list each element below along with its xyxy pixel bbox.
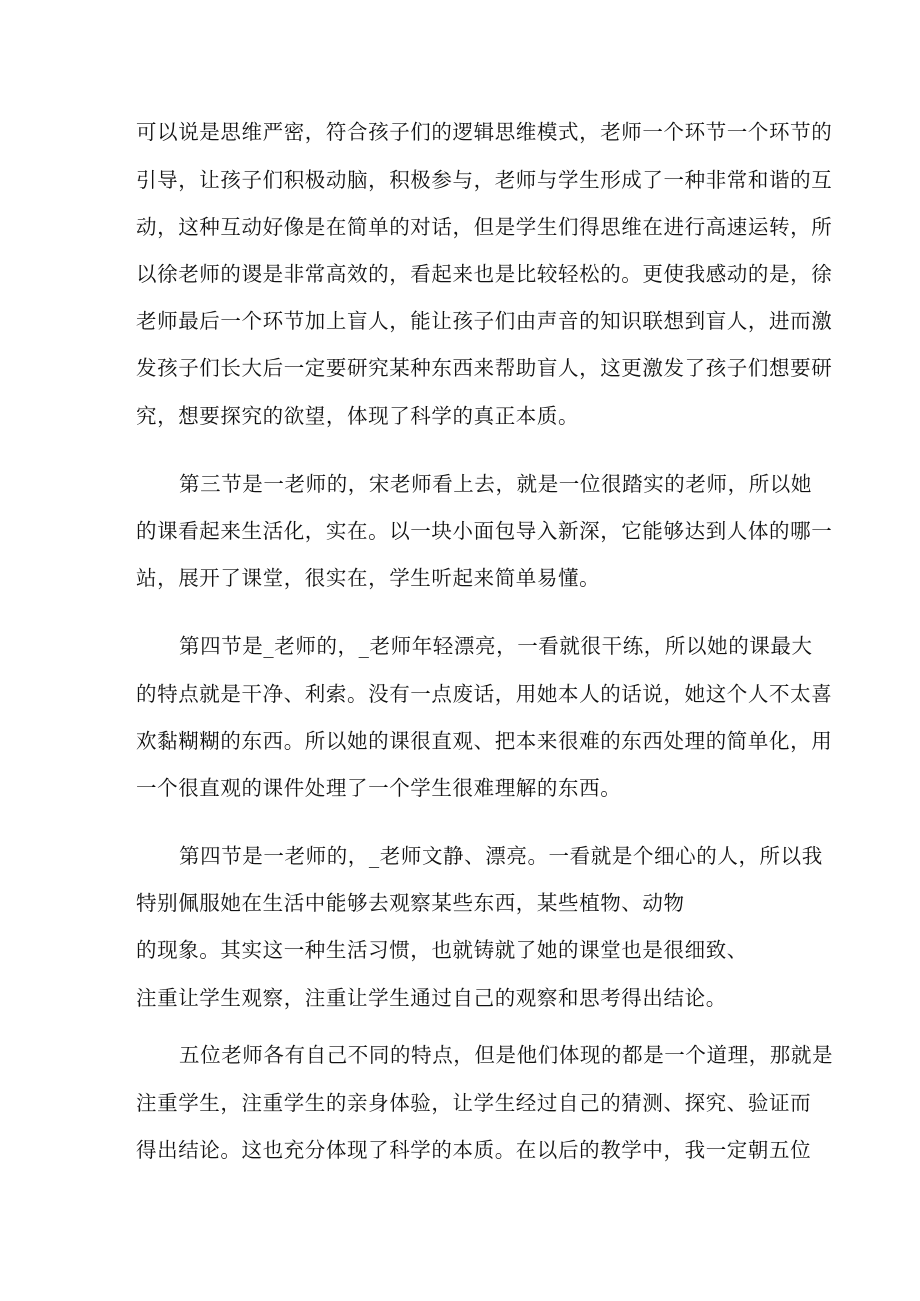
text-line: 注重学生，注重学生的亲身体验，让学生经过自己的猜测、探究、验证而 (136, 1091, 812, 1115)
text-line: 的课看起来生活化，实在。以一块小面包导入新深，它能够达到人体的哪一 (136, 519, 833, 543)
text-line: 欢黏糊糊的东西。所以她的课很直观、把本来很难的东西处理的简单化，用 (136, 729, 833, 753)
text-line: 的现象。其实这一种生活习惯，也就铸就了她的课堂也是很细致、 (136, 938, 748, 962)
text-line: 五位老师各有自己不同的特点，但是他们体现的都是一个道理，那就是 (179, 1043, 834, 1067)
text-line: 第四节是_老师的，_老师年轻漂亮，一看就很干练，所以她的课最大 (179, 634, 813, 658)
text-line: 得出结论。这也充分体现了科学的本质。在以后的教学中，我一定朝五位 (136, 1138, 812, 1162)
text-line: 第三节是一老师的，宋老师看上去，就是一位很踏实的老师，所以她 (179, 472, 812, 496)
text-line: 老师最后一个环节加上盲人，能让孩子们由声音的知识联想到盲人，进而激 (136, 309, 833, 333)
text-line: 可以说是思维严密，符合孩子们的逻辑思维模式，老师一个环节一个环节的 (136, 120, 833, 144)
text-line: 注重让学生观察，注重让学生通过自己的观察和思考得出结论。 (136, 986, 727, 1010)
text-line: 引导，让孩子们积极动脑，积极参与，老师与学生形成了一种非常和谐的互 (136, 168, 833, 192)
text-line: 动，这种互动好像是在简单的对话，但是学生们得思维在进行高速运转，所 (136, 215, 833, 239)
text-line: 的特点就是干净、利索。没有一点废话，用她本人的话说，她这个人不太喜 (136, 682, 833, 706)
text-line: 究，想要探究的欲望，体现了科学的真正本质。 (136, 404, 580, 428)
text-line: 发孩子们长大后一定要研究某种东西来帮助盲人，这更激发了孩子们想要研 (136, 356, 833, 380)
text-line: 一个很直观的课件处理了一个学生很难理解的东西。 (136, 776, 622, 800)
text-line: 特别佩服她在生活中能够去观察某些东西，某些植物、动物 (136, 891, 685, 915)
text-line: 第四节是一老师的，_老师文静、漂亮。一看就是个细心的人，所以我 (179, 844, 823, 868)
text-line: 站，展开了课堂，很实在，学生听起来简单易懂。 (136, 566, 601, 590)
text-line: 以徐老师的谡是非常高效的，看起来也是比较轻松的。更使我感动的是，徐 (136, 262, 833, 286)
